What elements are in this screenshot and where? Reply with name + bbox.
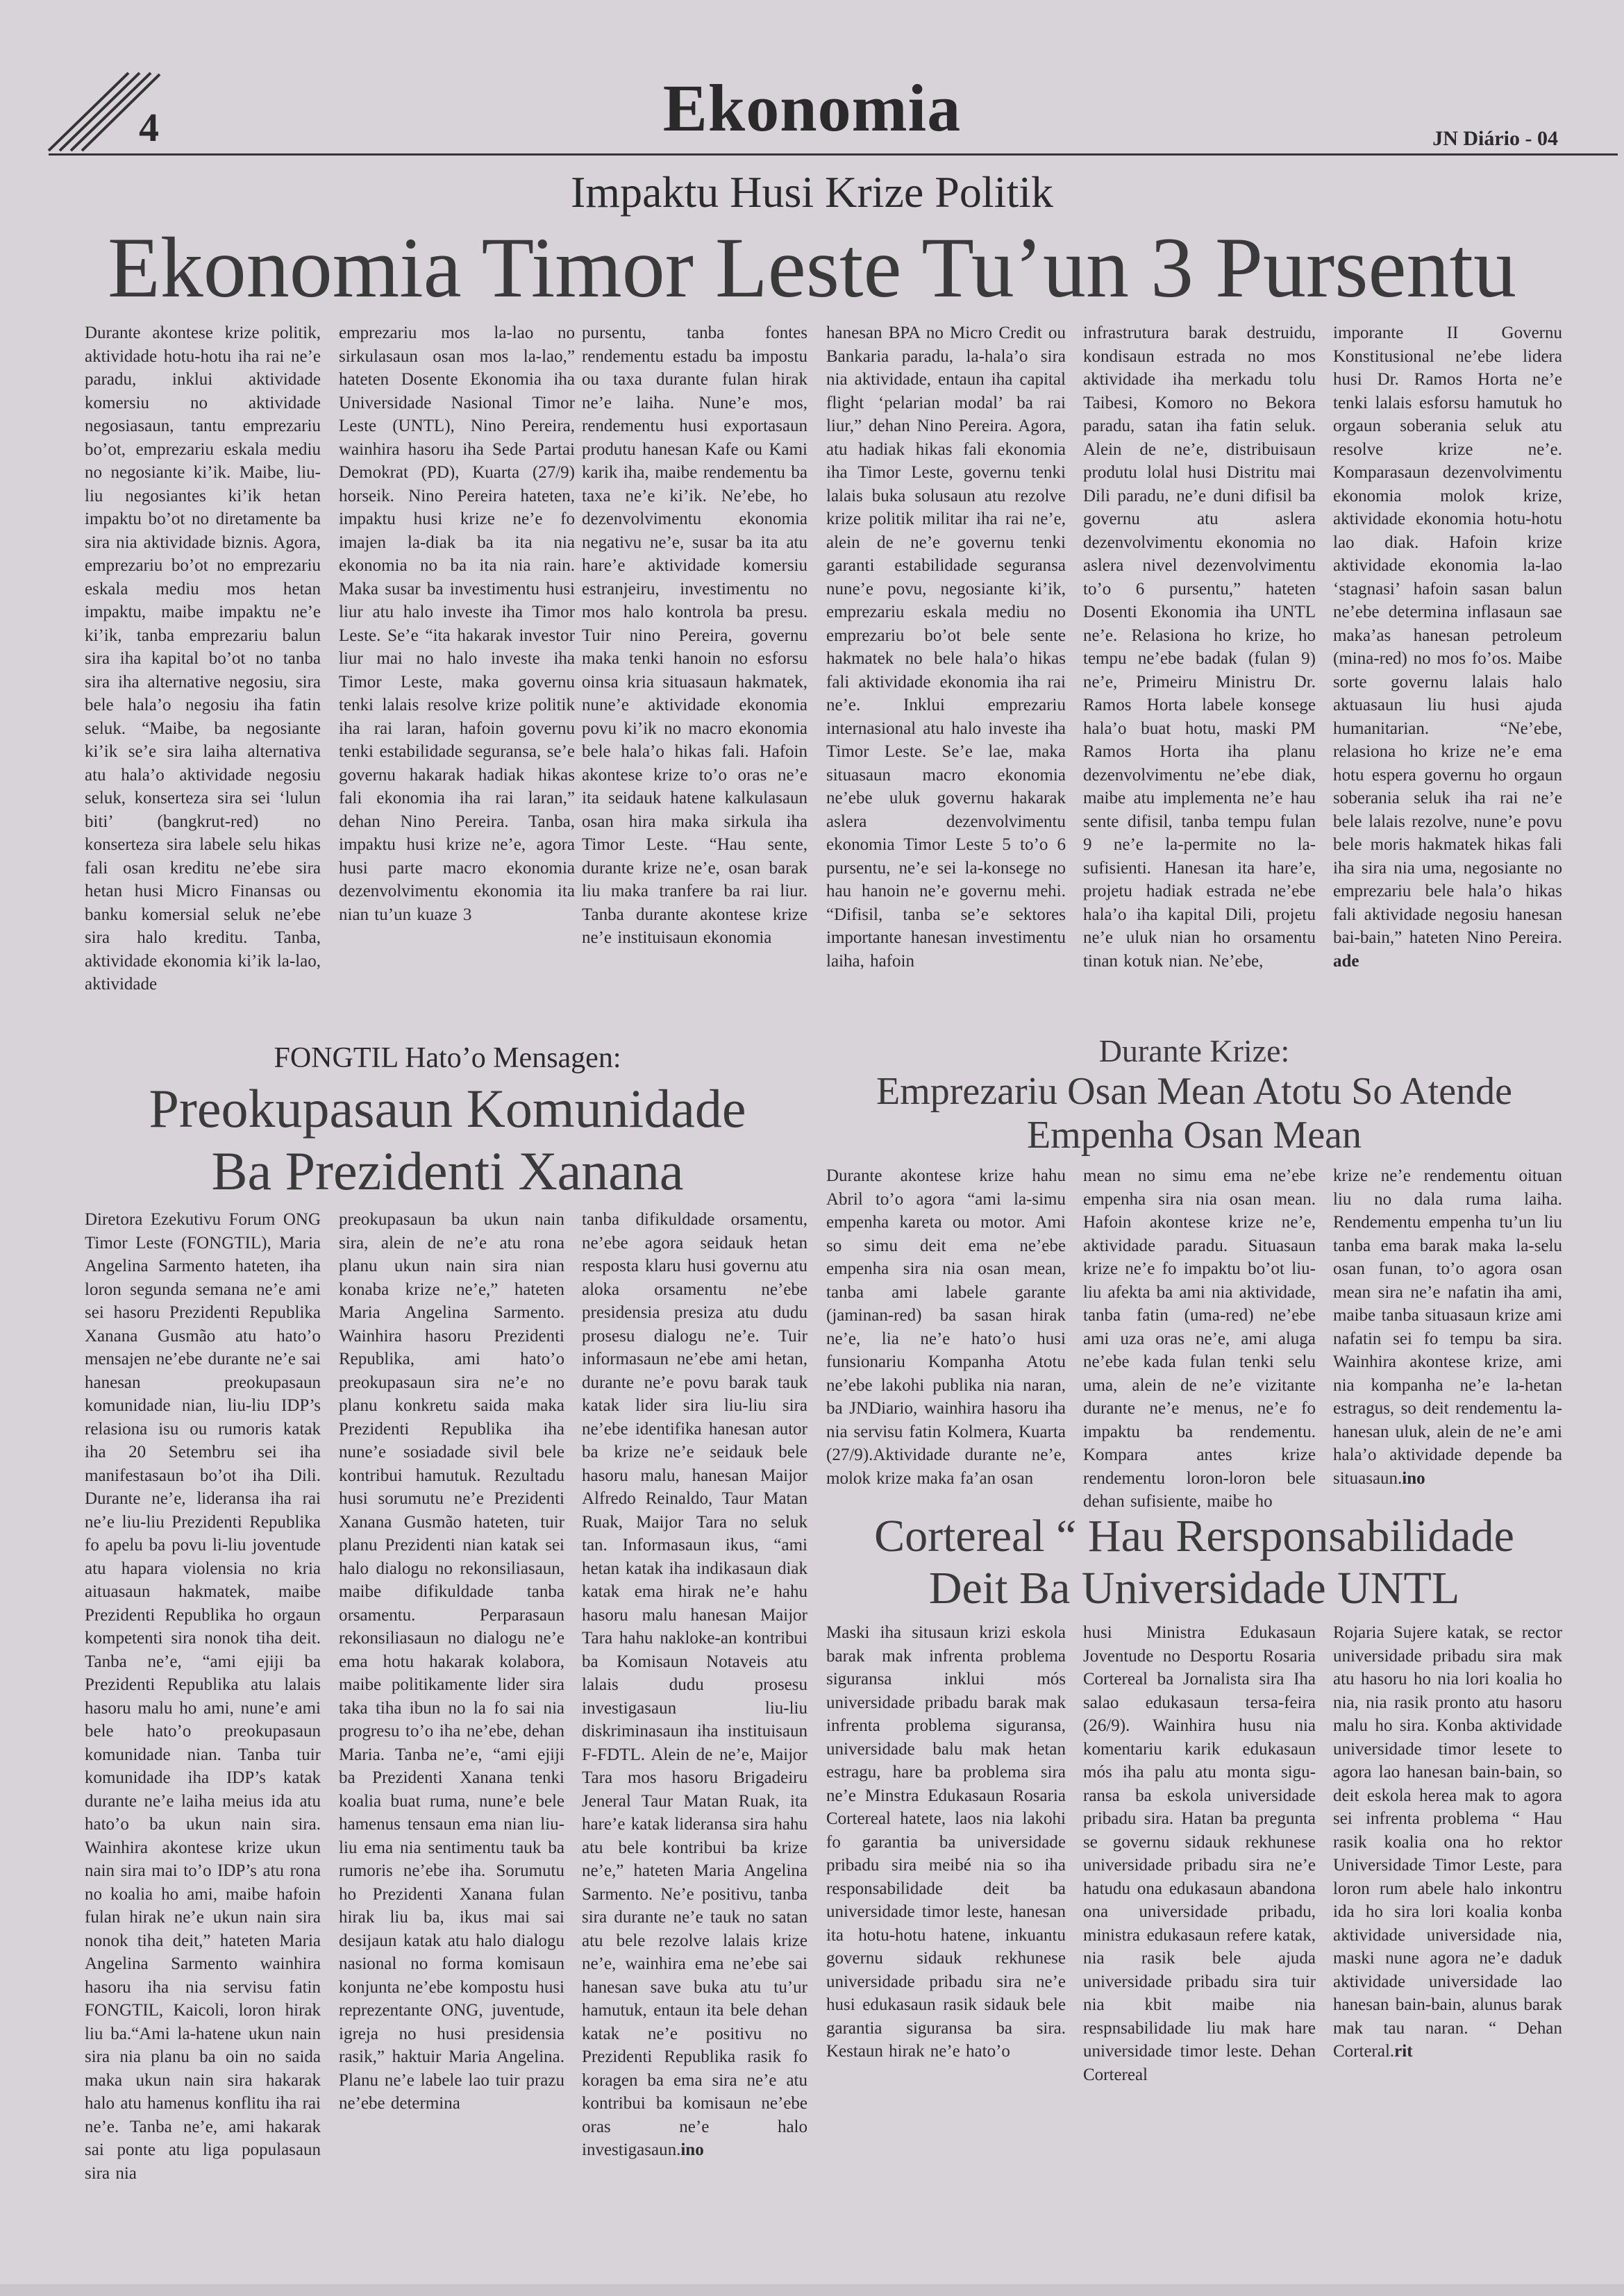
article3-col3-text: krize ne’e rendementu oituan liu no dala ruma laiha. Rendementu empenha tu’un liu tanba ema barak maka la-selu osan funan, to’o agora osan mean sira ne’e nafatin iha ami, maibe tanba situasaun krize ami nafatin sei fo tempu ba sira. Wainhira akontese krize, ami nia kompanha ne’e la-hetan estragus, so deit rendementu la-hanesan uluk, alein de ne’e ami hala’o aktividade depende ba situasaun. (1333, 1166, 1562, 1488)
article1-col1-text: Durante akontese krize politik, aktividade hotu-hotu iha rai ne’e paradu, inklui aktividade komersiu no aktividade negosiasaun, tantu emprezariu bo’ot, emprezariu eskala mediu no negosiante ki’ik. Maibe, liu-liu negosiantes ki’ik hetan impaktu bo’ot no diretamente ba sira nia aktividade biznis. Agora, emprezariu bo’ot no emprezariu eskala mediu mos hetan impaktu, maibe impaktu ne’e ki’ik, tanba emprezariu balun sira iha kapital bo’ot no tanba sira iha alternative negosiu, sira bele hala’o negosiu iha fatin seluk. “Maibe, ba negosiante ki’ik se’e sira laiha alternativa atu hala’o aktividade negosiu seluk, konserteza sira sei ‘lulun biti’ (bangkrut-red) no konserteza sira labele selu hikas fali osan kreditu ne’ebe sira hetan husi Micro Finansas ou banku komersial seluk ne’ebe sira halo kreditu. Tanba, aktividade ekonomia ki’ik la-lao, aktividade (85, 324, 321, 994)
article1-col3-text: pursentu, tanba fontes rendementu estadu ba impostu ou taxa durante fulan hirak ne’e laiha. Nune’e mos, rendementu husi exportasaun produtu hanesan Kafe ou Kami karik iha, maibe rendementu ba taxa ne’e ki’ik. Ne’ebe, ho dezenvolvimentu ekonomia negativu ne’e, susar ba ita atu hare’e aktividade komersiu estranjeiru, investimentu no mos halo kontrola ba presu. Tuir nino Pereira, governu maka tenki hanoin no esforsu oinsa kria situasaun hakmatek, nune’e aktividade ekonomia povu ki’ik no macro ekonomia bele hala’o hikas fali. Hafoin akontese krize to’o oras ne’e ita seidauk hatene kalkulasaun osan hira maka sirkula iha Timor Leste. “Hau sente, durante krize ne’e, osan barak liu maka tranfere ba rai liur. Tanba durante akontese krize ne’e instituisaun ekonomia (582, 324, 807, 947)
article4-col1-text: Maski iha situsaun krizi eskola barak mak infrenta problema siguransa inklui mós universidade pribadu barak mak infrenta problema siguransa, universidade balu mak hetan estragu, hare ba problema sira ne’e Minstra Edukasaun Rosaria Cortereal hatete, laos nia lakohi fo garantia ba universidade pribadu sira meibé nia so iha responsabilidade deit ba universidade timor leste, hanesan ita hotu-hotu hatene, inkuantu governu sidauk rekhunese universidade pribadu sira ne’e husi edukasaun rasik sidauk bele garantia siguransa ba sira. Kestaun hirak ne’e hato’o (826, 1623, 1066, 2061)
article1-headline: Ekonomia Timor Leste Tu’un 3 Pursentu (108, 220, 1516, 315)
article1-kicker: Impaktu Husi Krize Politik (570, 167, 1054, 217)
page-number: 4 (139, 105, 159, 150)
article2-column-1 (85, 1208, 321, 2270)
article3-column-3 (1333, 1164, 1562, 1491)
article3-column-1 (826, 1164, 1066, 1491)
article1-col5-text: infrastrutura barak destruidu, kondisaun estrada no mos aktividade iha merkadu tolu Taibesi, Komoro no Bekora paradu, satan iha fatin seluk. Alein de ne’e, distribuisaun produtu lolal husi Distritu mai Dili paradu, ne’e duni difisil ba governu atu aslera dezenvolvimentu ekonomia no aslera nivel dezenvolvimentu to’o 6 pursentu,” hateten Dosenti Ekonomia iha UNTL ne’e. Relasiona ho krize, ho tempu ne’ebe badak (fulan 9) ne’e, Primeiru Ministru Dr. Ramos Horta labele konsege hala’o buat hotu, maski PM Ramos Horta iha planu dezenvolvimentu ne’ebe diak, maibe atu implementa ne’e hau sente difisil, tanba tempu fulan 9 ne’e la-permite no la-sufisienti. Hanesan ita hare’e, projetu hadiak estrada ne’ebe hala’o iha kapital Dili, projetu ne’e uluk nian ho orsamentu tinan kotuk nian. Ne’ebe, (1083, 324, 1316, 971)
article4-headline-line1: Cortereal “ Hau Rersponsabilidade (874, 1511, 1514, 1561)
article2-signature: ino (680, 2140, 704, 2159)
article4-col2-text: husi Ministra Edukasaun Joventude no Desportu Rosaria Cortereal ba Jornalista sira Iha salao edukasaun tersa-feira (26/9). Wainhira husu nia komentariu karik edukasaun mós iha palu atu monta siguransa ba eskola universidade pribadu sira. Hatan ba pregunta se governu sidauk rekhunese universidade pribadu sira ne’e hatudu ona edukasaun abandona ona universidade pribadu, ministra edukasaun refere katak, nia rasik bele ajuda universidade pribadu sira tuir nia kbit maibe nia respnsabilidade liu mak hare universidade timor leste. Dehan Cortereal (1083, 1623, 1316, 2084)
article3-kicker: Durante Krize: (1098, 1033, 1290, 1069)
article2-col1-text: Diretora Ezekutivu Forum ONG Timor Leste (FONGTIL), Maria Angelina Sarmento hateten, iha loron segunda semana ne’e ami sei hasoru Prezidenti Republika Xanana Gusmão atu hato’o mensajen ne’ebe durante ne’e sai hanesan preokupasaun komunidade nian, liu-liu IDP’s relasiona isu ou rumoris katak iha 20 Setembru sei iha manifestasaun bo’ot iha Dili. Durante ne’e, lideransa iha rai ne’e liu-liu Prezidenti Republika fo apelu ba povu li-liu joventude atu hapara violensia no kria aituasaun hakmatek, maibe Prezidenti Republika ho orgaun kompetenti sira nonok tiha deit. Tanba ne’e, “ami ejiji ba Prezidenti Republika atu lalais hasoru malu ho ami, nune’e ami bele hato’o preokupasaun komunidade nian. Tanba tuir komunidade iha IDP’s katak durante ne’e laiha meius ida atu hato’o ba ukun nain sira. Wainhira akontese krize ukun nain sira mai to’o IDP’s atu rona no koalia ho ami, maibe hafoin fulan hirak ne’e ukun nain sira nonok tiha deit,” hateten Maria Angelina Sarmento wainhira hasoru iha nia servisu fatin FONGTIL, Kaicoli, loron hirak liu ba.“Ami la-hatene ukun nain sira nia planu ba oin no saida maka ukun nain sira hakarak halo atu hamenus konflitu iha rai ne’e. Tanba ne’e, ami hakarak sai ponte atu liga populasaun sira nia (85, 1210, 321, 2183)
article4-column-1 (826, 1621, 1066, 2270)
article2-col2-text: preokupasaun ba ukun nain sira, alein de ne’e atu rona planu ukun nain sira nian konaba krize ne’e,” hateten Maria Angelina Sarmento. Wainhira hasoru Prezidenti Republika, ami hato’o preokupasaun sira ne’e no planu konkretu saida maka Prezidenti Republika iha nune’e sosiadade sivil bele kontribui hamutuk. Rezultadu husi sorumutu ne’e Prezidenti Xanana Gusmão hateten, tuir planu Prezidenti nian katak sei halo dialogu no rekonsiliasaun, maibe difikuldade tanba orsamentu. Perparasaun rekonsiliasaun no dialogu ne’e ema hotu hakarak kolabora, maibe politikamente lider sira taka tiha ibun no la fo sai nia progresu to’o iha ne’ebe, dehan Maria. Tanba ne’e, “ami ejiji ba Prezidenti Xanana tenki koalia buat ruma, nune’e bele hamenus tensaun ema nian liu-liu ema nia sentimentu tauk ba rumoris ne’ebe iha. Sorumutu ho Prezidenti Xanana fulan hirak liu ba, ikus mai sai desijaun katak atu halo dialogu nasional no forma komisaun konjunta ne’ebe kompostu husi reprezentante ONG, juventude, igreja no husi presidensia rasik,” haktuir Maria Angelina. Planu ne’e labele lao tuir prazu ne’ebe determina (339, 1210, 564, 2113)
article2-column-2 (339, 1208, 564, 2270)
article1-column-5 (1083, 321, 1316, 1033)
article1-col4-text: hanesan BPA no Micro Credit ou Bankaria paradu, la-hala’o sira nia aktividade, entaun iha capital flight ‘pelarian modal’ ba rai liur,” dehan Nino Pereira. Agora, atu hadiak hikas fali ekonomia iha Timor Leste, governu tenki lalais buka solusaun atu rezolve krize politik militar iha rai ne’e, alein de ne’e governu tenki garanti estabilidade seguransa nune’e povu, negosiante ki’ik, emprezariu eskala mediu no emprezariu bo’ot bele sente hakmatek no bele hala’o hikas fali aktividade ekonomia iha rai ne’e. Inklui emprezariu internasional atu halo investe iha Timor Leste. Se’e lae, maka situasaun macro ekonomia ne’ebe uluk governu hakarak aslera dezenvolvimentu ekonomia Timor Leste 5 to’o 6 pursentu, ne’e sei la-konsege no hau hanoin ne’e governu mehi. “Difisil, tanba se’e sektores importante hanesan investimentu laiha, hafoin (826, 324, 1066, 971)
article3-col1-text: Durante akontese krize hahu Abril to’o agora “ami la-simu empenha kareta ou motor. Ami so simu deit ema ne’ebe empenha sira nia osan mean, tanba ami labele garante (jaminan-red) ba sasan hirak ne’e, lia ne’e hato’o husi funsionariu Kompanha Atotu ne’ebe lakohi publika nia naran, ba JNDiario, wainhira hasoru iha nia servisu fatin Kolmera, Kuarta (27/9).Aktividade durante ne’e, molok krize maka fa’an osan (826, 1166, 1066, 1488)
article1-column-6 (1333, 321, 1562, 1033)
article3-headline-line1: Emprezariu Osan Mean Atotu So Atende (876, 1070, 1512, 1113)
article4-column-2 (1083, 1621, 1316, 2270)
article4-signature: rit (1394, 2042, 1413, 2061)
article2-headline-line2: Ba Prezidenti Xanana (211, 1141, 684, 1201)
article1-column-2 (339, 321, 575, 1033)
article2-column-3 (582, 1208, 807, 2270)
section-title: Ekonomia (662, 71, 962, 145)
paper-tag: JN Diário - 04 (1432, 127, 1558, 150)
article1-col2-text: emprezariu mos la-lao no sirkulasaun osan mos la-lao,” hateten Dosente Ekonomia iha Universidade Nasional Timor Leste (UNTL), Nino Pereira, wainhira hasoru iha Sede Partai Demokrat (PD), Kuarta (27/9) horseik. Nino Pereira hateten, impaktu husi krize ne’e fo imajen la-diak ba ita nia ekonomia no ba ita nia rain. Maka susar ba investimentu husi liur atu halo investe iha Timor Leste. Se’e “ita hakarak investor liur mai no halo investe iha Timor Leste, maka governu tenki lalais resolve krize politik iha rai laran, hafoin governu tenki estabilidade seguransa, se’e governu hakarak hadiak hikas fali ekonomia iha rai laran,” dehan Nino Pereira. Tanba, impaktu husi krize ne’e, agora husi parte macro ekonomia dezenvolvimentu ekonomia ita nian tu’un kuaze 3 (339, 324, 575, 924)
article1-column-4 (826, 321, 1066, 1033)
article1-signature: ade (1333, 951, 1359, 971)
header-rule (49, 153, 1618, 156)
article3-col2-text: mean no simu ema ne’ebe empenha sira nia osan mean. Hafoin akontese krize ne’e, aktividade paradu. Situasaun krize ne’e fo impaktu bo’ot liu-liu afekta ba ami nia aktividade, tanba fatin (uma-red) ne’ebe ami uza oras ne’e, ami aluga ne’ebe kada fulan tenki selu uma, alein de ne’e vizitante durante ne’e menus, ne’e fo impaktu ba rendementu. Kompara antes krize rendementu loron-loron bele dehan sufisiente, maibe ho (1083, 1166, 1316, 1511)
article3-column-2 (1083, 1164, 1316, 1511)
bottom-border (0, 2284, 1624, 2296)
article4-column-3 (1333, 1621, 1562, 2270)
article1-col6-text: imporante II Governu Konstitusional ne’ebe lidera husi Dr. Ramos Horta ne’e tenki lalais esforsu hamutuk ho orgaun soberania seluk atu resolve krize ne’e. Komparasaun dezenvolvimentu ekonomia molok krize, aktividade ekonomia hotu-hotu lao diak. Hafoin krize aktividade ekonomia la-lao ‘stagnasi’ hafoin sasan balun ne’ebe determina inflasaun sae maka’as hanesan petroleum (mina-red) no mos fo’os. Maibe sorte governu lalais halo aktuasaun liu husi ajuda humanitarian. “Ne’ebe, relasiona ho krize ne’e ema hotu espera governu ho orgaun soberania seluk iha rai ne’e bele lalais rezolve, nune’e povu bele moris hakmatek hikas fali iha sira nia uma, negosiante no emprezariu bele hala’o hikas fali aktividade negosiu hanesan bai-bain,” hateten Nino Pereira. (1333, 324, 1562, 947)
article3-signature: ino (1402, 1468, 1425, 1488)
article1-column-1 (85, 321, 321, 1033)
article3-headline-line2: Empenha Osan Mean (1026, 1114, 1362, 1157)
article4-headline-line2: Deit Ba Universidade UNTL (928, 1563, 1460, 1614)
article2-headline-line1: Preokupasaun Komunidade (149, 1078, 746, 1139)
article2-col3-text: tanba difikuldade orsamentu, ne’ebe agora seidauk hetan resposta klaru husi governu atu aloka orsamentu ne’ebe presidensia presiza atu dudu prosesu dialogu ne’e. Tuir informasaun ne’ebe ami hetan, durante ne’e povu barak tauk katak lider sira liu-liu sira ne’ebe identifika hanesan autor ba krize ne’e seidauk bele hasoru malu, hanesan Maijor Alfredo Reinaldo, Taur Matan Ruak, Maijor Tara no seluk tan. Informasaun ikus, “ami hetan katak iha indikasaun diak katak ema hirak ne’e hahu hasoru malu hanesan Maijor Tara hahu nakloke-an kontribui ba Komisaun Notaveis atu lalais dudu prosesu investigasaun liu-liu diskriminasaun iha instituisaun F-FDTL. Alein de ne’e, Maijor Tara mos hasoru Brigadeiru Jeneral Taur Matan Ruak, ita hare’e katak lideransa sira hahu atu bele kontribui ba krize ne’e,” hateten Maria Angelina Sarmento. Ne’e positivu, tanba sira durante ne’e tauk no satan atu bele rezolve lalais krize ne’e, wainhira ema ne’ebe sai hanesan save buka atu tu’ur hamutuk, entaun ita bele dehan katak ne’e positivu no Prezidenti Republika rasik fo koragen ba ema sira ne’e atu kontribui ba komisaun ne’ebe oras ne’e halo investigasaun. (582, 1210, 807, 2159)
article1-column-3 (582, 321, 807, 1033)
article4-col3-text: Rojaria Sujere katak, se rector universidade pribadu sira mak atu hasoru ho nia lori koalia ho nia, nia rasik pronto atu hasoru malu ho sira. Konba aktividade universidade timor lesete to agora lao hanesan bain-bain, so deit eskola herea mak to agora sei infrenta problema “ Hau rasik koalia ona ho rektor Universidade Timor Leste, para loron rum abele halo inkontru ida ho sira lori koalia konba aktividade universidade nia, maski nune agora ne’e daduk aktividade universidade lao hanesan bain-bain, alunus barak mak tau naran. “ Dehan Corteral. (1333, 1623, 1562, 2061)
article2-kicker: FONGTIL Hato’o Mensagen: (274, 1042, 621, 1074)
